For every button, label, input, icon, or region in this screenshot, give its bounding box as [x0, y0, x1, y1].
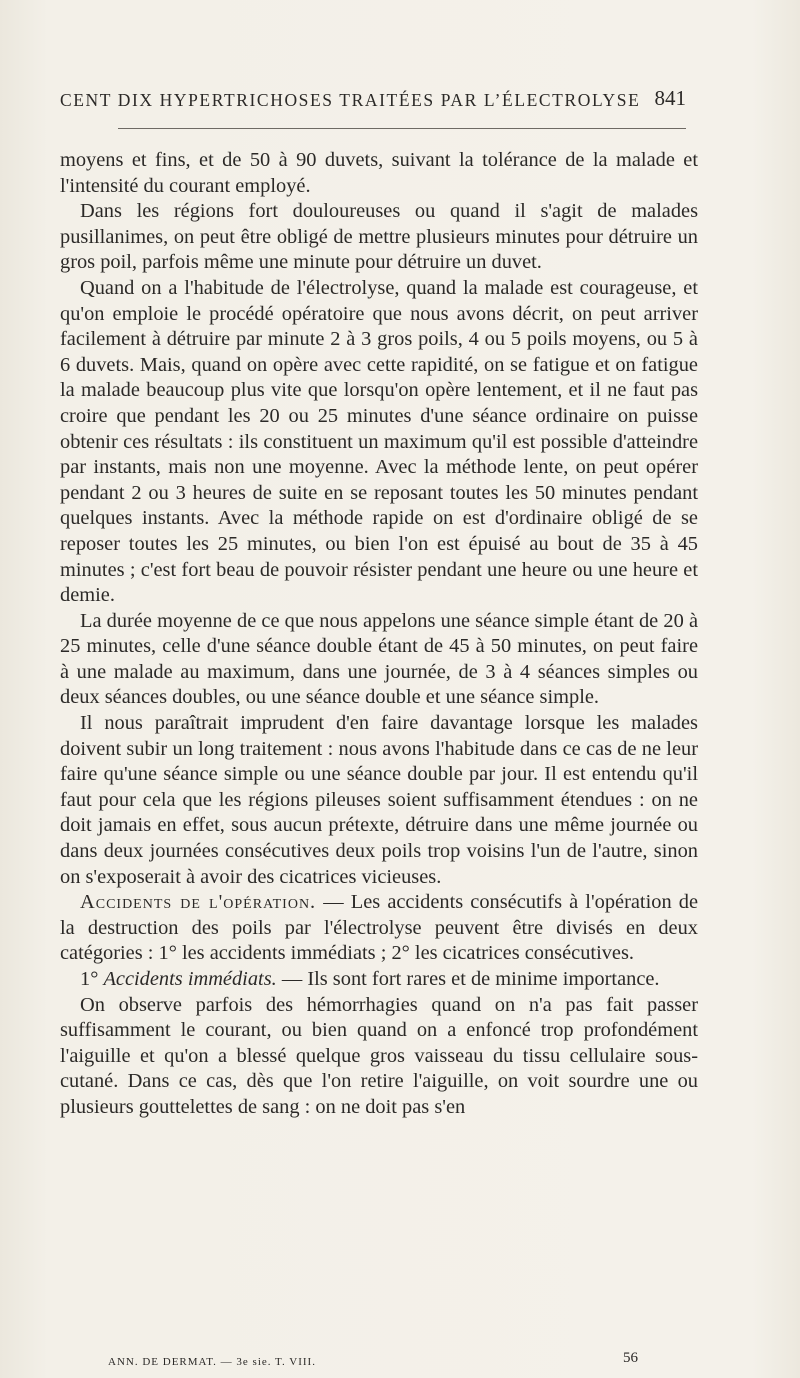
- header-rule: [118, 128, 686, 129]
- paragraph: Dans les régions fort douloureuses ou quand il s'agit de malades pusillanimes, on peut être obligé de mettre plusieurs minutes pour détruire un gros poil, parfois même une minute pour détruire un duvet.: [60, 200, 698, 274]
- running-title: CENT DIX HYPERTRICHOSES TRAITÉES PAR L’ÉLECTROLYSE: [60, 90, 641, 110]
- paragraph: On observe parfois des hémorrhagies quand on n'a pas fait passer suffisamment le courant, ou bien quand on a enfoncé trop profondément l'aiguille et qu'on a blessé quelque gros vaisseau du tissu cellulaire sous-cutané. Dans ce cas, dès que l'on retire l'aiguille, on voit sourdre une ou plusieurs gouttelettes de sang : on ne doit pas s'en: [60, 993, 698, 1118]
- section-accidents-paragraph: [60, 890, 698, 967]
- section-accidents-text: — Les accidents consécutifs à l'opération de la destruction des poils par l'électrolyse peuvent être divisés en deux catégories : 1° les accidents immédiats ; 2° les cicatrices consécutives.: [60, 891, 698, 965]
- paragraph: Quand on a l'habitude de l'électrolyse, quand la malade est courageuse, et qu'on emploie le procédé opératoire que nous avons décrit, on peut arriver facilement à détruire par minute 2 à 3 gros poils, 4 ou 5 poils moyens, ou 5 à 6 duvets. Mais, quand on opère avec cette rapidité, on se fatigue et on fatigue la malade beaucoup plus vite que lorsqu'on opère lentement, et il ne faut pas croire que pendant les 20 ou 25 minutes d'une séance ordinaire on puisse obtenir ces résultats : ils constituent un maximum qu'il est possible d'atteindre par instants, mais non une moyenne. Avec la méthode lente, on peut opérer pendant 2 ou 3 heures de suite en se reposant toutes les 50 minutes pendant quelques instants. Avec la méthode rapide on est d'ordinaire obligé de se reposer toutes les 25 minutes, ou bien l'on est épuisé au bout de 35 à 45 minutes ; c'est fort beau de pouvoir résister pendant une heure ou une heure et demie.: [60, 276, 698, 607]
- paragraph: Il nous paraîtrait imprudent d'en faire davantage lorsque les malades doivent subir un long traitement : nous avons l'habitude dans ce cas de ne leur faire qu'une séance simple ou une séance double par jour. Il est entendu qu'il faut pour cela que les régions pileuses soient suffisamment étendues : on ne doit jamais en effet, sous aucun prétexte, détruire dans une même journée ou dans deux journées consécutives deux poils trop voisins l'un de l'autre, sinon on s'exposerait à avoir des cicatrices vicieuses.: [60, 712, 698, 888]
- section-immediate-paragraph: [60, 967, 698, 993]
- section-number: 1°: [80, 968, 104, 990]
- running-header: [60, 86, 686, 116]
- paragraph: La durée moyenne de ce que nous appelons une séance simple étant de 20 à 25 minutes, celle d'une séance double étant de 45 à 50 minutes, on peut faire à une malade au maximum, dans une journée, de 3 à 4 séances simples ou deux séances doubles, ou une séance double et une séance simple.: [60, 609, 698, 709]
- body-text: [60, 148, 698, 1121]
- section-heading-accidents: Accidents de l'opération.: [80, 891, 317, 914]
- section-immediate-text: — Ils sont fort rares et de minime importance.: [276, 968, 660, 990]
- paragraph-continuation: moyens et fins, et de 50 à 90 duvets, suivant la tolérance de la malade et l'intensité du courant employé.: [60, 149, 698, 197]
- footer-signature: 56: [623, 1350, 638, 1366]
- section-heading-immediate: Accidents immédiats.: [103, 968, 277, 990]
- footer-journal: ANN. DE DERMAT. — 3e sie. T. VIII.: [108, 1356, 316, 1368]
- page-number: 841: [654, 86, 686, 110]
